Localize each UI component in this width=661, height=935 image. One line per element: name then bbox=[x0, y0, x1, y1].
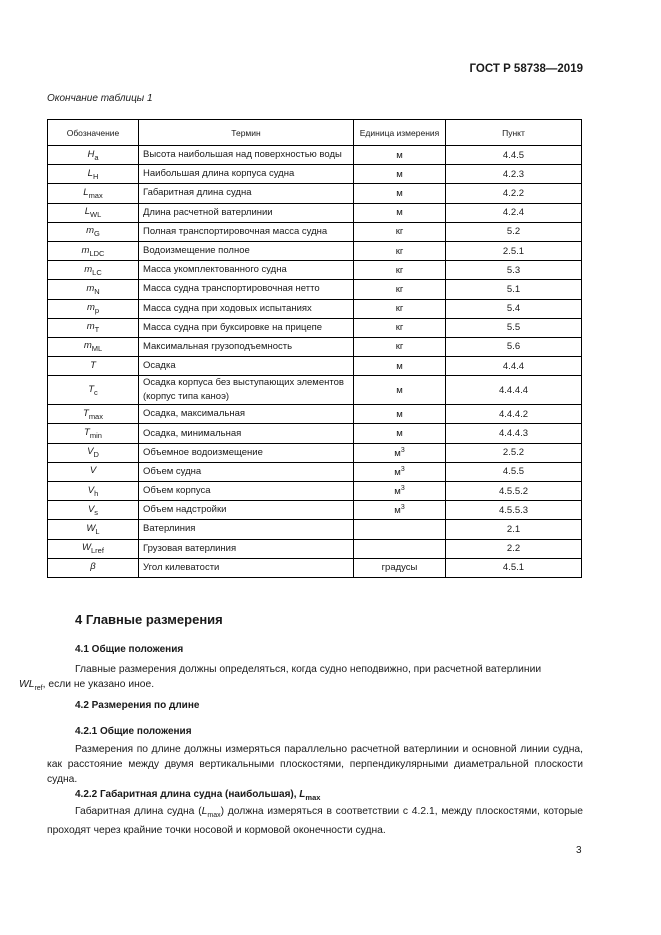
table-row bbox=[48, 376, 582, 405]
symbol-subscript: min bbox=[89, 431, 102, 441]
clause-cell: 4.2.4 bbox=[446, 203, 582, 222]
table-row bbox=[48, 241, 582, 260]
symbol: m bbox=[84, 263, 93, 275]
term-cell: Водоизмещение полное bbox=[139, 241, 354, 260]
unit-cell: градусы bbox=[354, 558, 446, 577]
table-continuation-caption: Окончание таблицы 1 bbox=[47, 93, 153, 104]
table-row bbox=[48, 539, 582, 558]
unit-cell: м bbox=[354, 184, 446, 203]
symbol-cell bbox=[48, 184, 139, 203]
term-cell: Высота наибольшая над поверхностью воды bbox=[139, 146, 354, 165]
symbol: L bbox=[83, 186, 89, 198]
table-row bbox=[48, 165, 582, 184]
symbol-cell bbox=[48, 299, 139, 318]
table-row bbox=[48, 146, 582, 165]
clause-cell: 5.2 bbox=[446, 222, 582, 241]
symbol-subscript: s bbox=[94, 507, 99, 517]
symbol: T bbox=[88, 383, 95, 395]
term-cell: Максимальная грузоподъемность bbox=[139, 337, 354, 356]
term-cell: Наибольшая длина корпуса судна bbox=[139, 165, 354, 184]
unit-cell: кг bbox=[354, 280, 446, 299]
symbol-cell bbox=[48, 261, 139, 280]
symbol-subscript: a bbox=[94, 152, 99, 162]
symbol-cell bbox=[48, 357, 139, 376]
table-row bbox=[48, 405, 582, 424]
term-cell: Объемное водоизмещение bbox=[139, 443, 354, 462]
clause-cell: 4.2.3 bbox=[446, 165, 582, 184]
paragraph-text: ) должна измеряться в соответствии с 4.2.1, между плоскостями, которые проходят через крайние точки носовой и кормовой оконечности судна. bbox=[47, 806, 583, 837]
unit-cell: м bbox=[354, 376, 446, 405]
clause-cell: 4.4.4.4 bbox=[446, 376, 582, 405]
term-cell: Угол килеватости bbox=[139, 558, 354, 577]
unit-cell: кг bbox=[354, 241, 446, 260]
page-number: 3 bbox=[576, 845, 582, 856]
symbol: m bbox=[81, 244, 90, 256]
symbol-subscript: ref bbox=[34, 685, 43, 693]
unit-cell: кг bbox=[354, 299, 446, 318]
symbol-cell bbox=[48, 280, 139, 299]
table-row bbox=[48, 520, 582, 539]
symbol: T bbox=[83, 407, 89, 419]
symbol-subscript: LC bbox=[92, 267, 102, 277]
symbol: T bbox=[90, 359, 96, 371]
unit-cell bbox=[354, 520, 446, 539]
unit-cell: кг bbox=[354, 318, 446, 337]
symbol: V bbox=[87, 446, 94, 458]
term-cell: Объем корпуса bbox=[139, 482, 354, 501]
symbol-subscript: max bbox=[88, 190, 103, 200]
term-cell: Ватерлиния bbox=[139, 520, 354, 539]
clause-cell: 4.4.4.2 bbox=[446, 405, 582, 424]
table-row bbox=[48, 424, 582, 443]
symbol-cell bbox=[48, 203, 139, 222]
unit-cell: м bbox=[354, 405, 446, 424]
unit-cell: кг bbox=[354, 222, 446, 241]
clause-cell: 4.5.5 bbox=[446, 462, 582, 481]
term-cell: Габаритная длина судна bbox=[139, 184, 354, 203]
table-header-row bbox=[48, 120, 582, 146]
subsection-4-2-1-title: 4.2.1 Общие положения bbox=[75, 726, 192, 737]
table-row bbox=[48, 337, 582, 356]
symbol-cell bbox=[48, 337, 139, 356]
symbol-subscript: c bbox=[94, 387, 98, 397]
unit-cell: м bbox=[354, 203, 446, 222]
symbol: L bbox=[299, 789, 306, 800]
symbol-cell bbox=[48, 146, 139, 165]
symbol: m bbox=[83, 340, 92, 352]
symbol-subscript: L bbox=[95, 526, 100, 536]
symbol-cell bbox=[48, 539, 139, 558]
symbol-cell bbox=[48, 165, 139, 184]
term-cell: Грузовая ватерлиния bbox=[139, 539, 354, 558]
symbol: m bbox=[86, 225, 95, 237]
section-title: 4 Главные размерения bbox=[75, 612, 223, 627]
symbols-table bbox=[47, 119, 582, 578]
clause-cell: 2.2 bbox=[446, 539, 582, 558]
symbol-cell bbox=[48, 424, 139, 443]
paragraph-text: Главные размерения должны определяться, когда судно неподвижно, при расчетной ватерлинии bbox=[75, 664, 542, 675]
symbol-cell bbox=[48, 520, 139, 539]
unit-cell: м bbox=[354, 165, 446, 184]
clause-cell: 2.5.1 bbox=[446, 241, 582, 260]
term-cell: Масса судна при буксировке на прицепе bbox=[139, 318, 354, 337]
symbol-subscript: ML bbox=[91, 344, 103, 354]
term-cell: Масса судна транспортировочная нетто bbox=[139, 280, 354, 299]
symbol-cell bbox=[48, 376, 139, 405]
subsection-4-2-title: 4.2 Размерения по длине bbox=[75, 700, 200, 711]
table-row bbox=[48, 261, 582, 280]
unit-cell: м bbox=[354, 424, 446, 443]
symbol-subscript: max bbox=[88, 411, 103, 421]
symbol: V bbox=[87, 503, 95, 515]
symbol: W bbox=[86, 522, 96, 534]
symbol-cell bbox=[48, 318, 139, 337]
table-row bbox=[48, 462, 582, 481]
clause-cell: 5.6 bbox=[446, 337, 582, 356]
symbol-cell bbox=[48, 405, 139, 424]
subsection-4-2-1-text: Размерения по длине должны измеряться параллельно расчетной ватерлинии и основной линии судна, как расстояние между двумя вертикальными плоскостями, перпендикулярными диаметральной плоскости судна. bbox=[47, 744, 583, 785]
col-term-header: Термин bbox=[139, 120, 354, 146]
table-row bbox=[48, 501, 582, 520]
symbol-cell bbox=[48, 482, 139, 501]
symbol: m bbox=[86, 282, 95, 294]
document-header: ГОСТ Р 58738—2019 bbox=[469, 63, 583, 75]
symbol: WL bbox=[19, 679, 35, 690]
symbol: L bbox=[87, 167, 93, 179]
subsection-4-1-text bbox=[19, 662, 583, 696]
clause-cell: 4.4.5 bbox=[446, 146, 582, 165]
term-cell: Полная транспортировочная масса судна bbox=[139, 222, 354, 241]
symbol: V bbox=[87, 484, 95, 496]
unit-cell: $м^3$ bbox=[354, 501, 446, 520]
term-cell: Объем судна bbox=[139, 462, 354, 481]
symbol-cell bbox=[48, 462, 139, 481]
paragraph-text: Габаритная длина судна ( bbox=[75, 806, 202, 817]
symbol-subscript: T bbox=[94, 325, 100, 335]
symbol-subscript: h bbox=[94, 488, 99, 498]
term-cell: Осадка, максимальная bbox=[139, 405, 354, 424]
clause-cell: 4.4.4 bbox=[446, 357, 582, 376]
symbol-subscript: max bbox=[305, 793, 321, 802]
term-cell: Осадка, минимальная bbox=[139, 424, 354, 443]
symbol: L bbox=[201, 806, 208, 817]
symbol-cell bbox=[48, 222, 139, 241]
table-row bbox=[48, 558, 582, 577]
term-cell: Длина расчетной ватерлинии bbox=[139, 203, 354, 222]
unit-cell: кг bbox=[354, 261, 446, 280]
unit-cell: м bbox=[354, 146, 446, 165]
subsection-4-2-2-title bbox=[75, 789, 320, 802]
symbol-cell bbox=[48, 558, 139, 577]
col-unit-header: Единица измерения bbox=[354, 120, 446, 146]
table-row bbox=[48, 299, 582, 318]
heading-text: 4.2.2 Габаритная длина судна (наибольшая), bbox=[75, 789, 300, 800]
symbol: m bbox=[86, 321, 95, 333]
clause-cell: 5.3 bbox=[446, 261, 582, 280]
paragraph-text: , если не указано иное. bbox=[42, 679, 155, 690]
table-row bbox=[48, 280, 582, 299]
clause-cell: 2.5.2 bbox=[446, 443, 582, 462]
symbol: H bbox=[87, 148, 95, 160]
unit-cell: $м^3$ bbox=[354, 482, 446, 501]
term-cell: Масса укомплектованного судна bbox=[139, 261, 354, 280]
clause-cell: 4.2.2 bbox=[446, 184, 582, 203]
subsection-4-1-title: 4.1 Общие положения bbox=[75, 644, 184, 655]
symbol-subscript: p bbox=[94, 306, 100, 316]
table-row bbox=[48, 357, 582, 376]
symbol: W bbox=[82, 542, 92, 554]
term-cell: Осадка bbox=[139, 357, 354, 376]
symbol: β bbox=[90, 561, 96, 573]
unit-cell: $м^3$ bbox=[354, 462, 446, 481]
table-row bbox=[48, 222, 582, 241]
unit-cell: $м^3$ bbox=[354, 443, 446, 462]
table-row bbox=[48, 482, 582, 501]
col-symbol-header: Обозначение bbox=[48, 120, 139, 146]
symbol-cell bbox=[48, 443, 139, 462]
term-cell: Осадка корпуса без выступающих элементов (корпус типа каноэ) bbox=[139, 376, 354, 405]
symbol-cell bbox=[48, 241, 139, 260]
symbol: L bbox=[84, 206, 91, 218]
symbol-subscript: N bbox=[94, 286, 100, 296]
unit-cell: м bbox=[354, 357, 446, 376]
symbol-subscript: max bbox=[207, 812, 221, 820]
symbol-subscript: H bbox=[92, 171, 99, 181]
clause-cell: 4.5.1 bbox=[446, 558, 582, 577]
clause-cell: 2.1 bbox=[446, 520, 582, 539]
term-cell: Масса судна при ходовых испытаниях bbox=[139, 299, 354, 318]
table-row bbox=[48, 443, 582, 462]
clause-cell: 4.5.5.3 bbox=[446, 501, 582, 520]
symbol-cell bbox=[48, 501, 139, 520]
term-cell: Объем надстройки bbox=[139, 501, 354, 520]
table-row bbox=[48, 203, 582, 222]
symbol-subscript: D bbox=[93, 450, 99, 460]
clause-cell: 5.4 bbox=[446, 299, 582, 318]
col-clause-header: Пункт bbox=[446, 120, 582, 146]
table-row bbox=[48, 318, 582, 337]
clause-cell: 4.4.4.3 bbox=[446, 424, 582, 443]
symbol: T bbox=[84, 427, 90, 439]
symbol-subscript: WL bbox=[90, 210, 102, 220]
symbol-subscript: Lref bbox=[91, 546, 104, 556]
symbol-subscript: LDC bbox=[89, 248, 105, 258]
table-row bbox=[48, 184, 582, 203]
symbol: m bbox=[86, 302, 95, 314]
subsection-4-2-2-text bbox=[47, 804, 583, 838]
clause-cell: 4.5.5.2 bbox=[446, 482, 582, 501]
unit-cell: кг bbox=[354, 337, 446, 356]
clause-cell: 5.5 bbox=[446, 318, 582, 337]
symbol: V bbox=[89, 465, 97, 477]
unit-cell bbox=[354, 539, 446, 558]
symbol-subscript: G bbox=[94, 229, 100, 239]
clause-cell: 5.1 bbox=[446, 280, 582, 299]
